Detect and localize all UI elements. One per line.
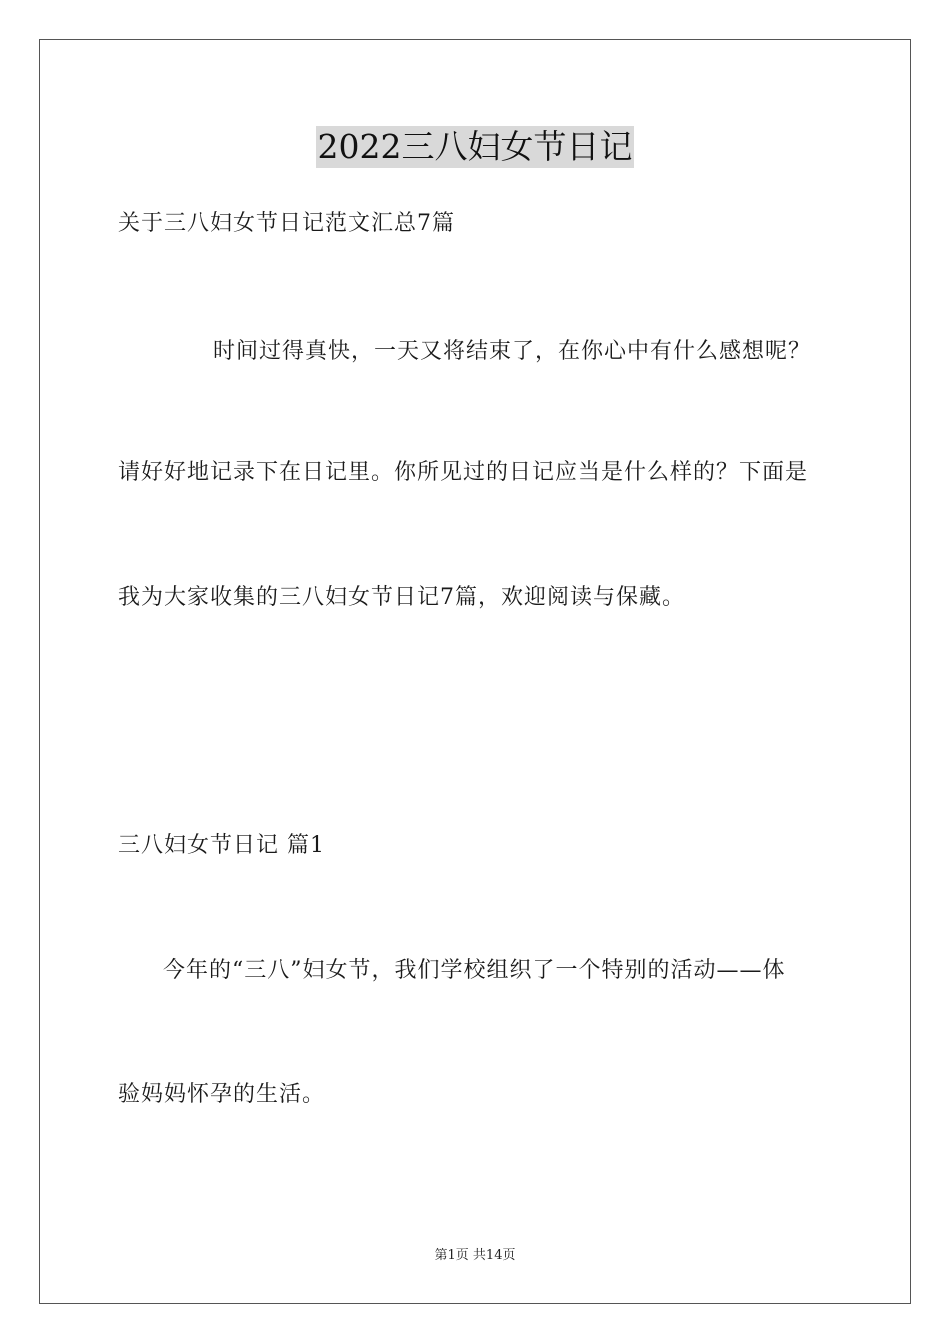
body-line-2: 验妈妈怀孕的生活。 (118, 1082, 326, 1107)
intro-line-3: 我为大家收集的三八妇女节日记7篇，欢迎阅读与保藏。 (118, 585, 685, 610)
body-line-1: 今年的“三八”妇女节，我们学校组织了一个特别的活动——体 (163, 958, 786, 983)
intro-line-2: 请好好地记录下在日记里。你所见过的日记应当是什么样的？下面是 (118, 460, 809, 485)
title-container (0, 126, 950, 168)
page-footer: 第1页 共14页 (434, 1248, 516, 1263)
section-heading: 三八妇女节日记 篇1 (118, 833, 325, 858)
document-title: 2022三八妇女节日记 (317, 127, 633, 166)
intro-line-1: 时间过得真快，一天又将结束了，在你心中有什么感想呢？ (213, 339, 812, 364)
document-subtitle: 关于三八妇女节日记范文汇总7篇 (118, 211, 455, 236)
